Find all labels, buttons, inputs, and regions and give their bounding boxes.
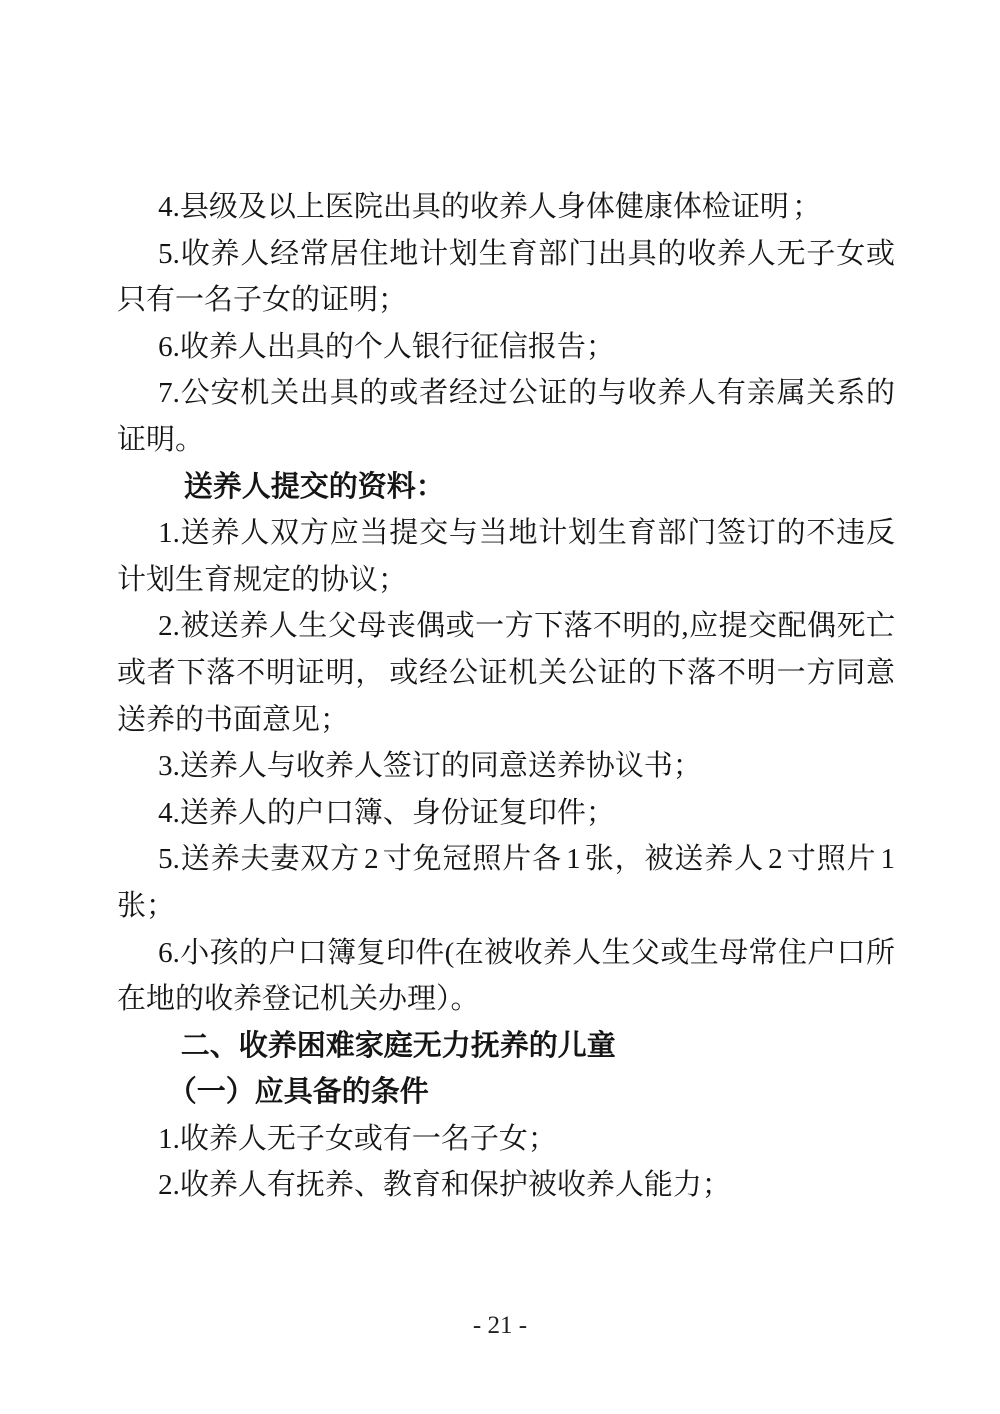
body-paragraph: 6.收养人出具的个人银行征信报告； <box>158 330 615 363</box>
body-paragraph: 7.公安机关出具的或者经过公证的与收养人有亲属关系的证明。 <box>117 377 895 456</box>
body-paragraph: 4.送养人的户口簿、身份证复印件； <box>158 796 615 829</box>
body-paragraph: 2.收养人有抚养、教育和保护被收养人能力； <box>158 1169 731 1202</box>
document-body <box>117 184 895 1209</box>
body-paragraph: 6.小孩的户口簿复印件(在被收养人生父或生母常住户口所在地的收养登记机关办理）。 <box>117 936 895 1016</box>
body-paragraph: 4.县级及以上医院出具的收养人身体健康体检证明 ； <box>158 191 822 223</box>
body-paragraph: 5.收养人经常居住地计划生育部门出具的收养人无子女或只有一名子女的证明； <box>117 237 895 317</box>
body-paragraph: 3.送养人与收养人签订的同意送养协议书； <box>158 750 702 783</box>
body-paragraph: 2.被送养人生父母丧偶或一方下落不明的,应提交配偶死亡或者下落不明证明， 或经公证机关公证的下落不明一方同意送养的书面意见； <box>117 610 895 736</box>
body-paragraph: 1.收养人无子女或有一名子女； <box>158 1122 557 1155</box>
section-heading: 二、收养困难家庭无力抚养的儿童 <box>180 1029 616 1062</box>
page-number: - 21 - <box>472 1312 528 1339</box>
bold-label: 送养人提交的资料： <box>183 470 445 503</box>
subsection-heading: （一）应具备的条件 <box>167 1076 429 1109</box>
body-paragraph: 5.送养夫妻双方 2 寸免冠照片各 1 张，被送养人 2 寸照片 1 张； <box>117 843 895 922</box>
body-paragraph: 1.送养人双方应当提交与当地计划生育部门签订的不违反计划生育规定的协议； <box>117 517 895 596</box>
